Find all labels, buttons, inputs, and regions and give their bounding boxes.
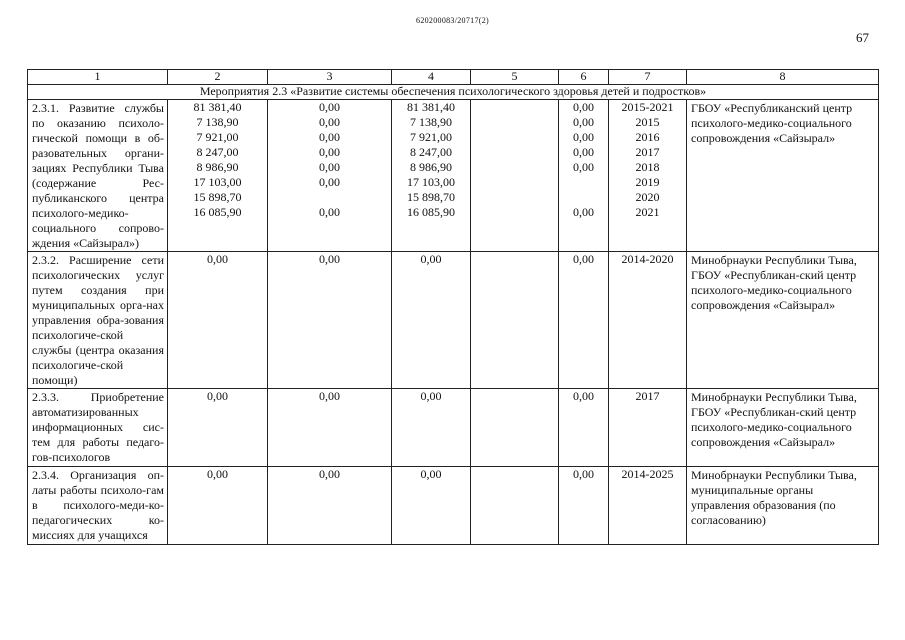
document-code: 620200083/20717(2) [416, 16, 489, 25]
funding-col3-value: 0,00 [319, 160, 340, 174]
activity-name: 2.3.1. Развитие службы по оказанию психоло-гической помощи в об-разовательных органи-зациях Республики Тыва (содержание Рес-публиканского центра психолого-медико-социального сопрово-ждения «Сайзырал») [28, 100, 168, 252]
activity-name: 2.3.2. Расширение сети психологических услуг путем создания при муниципальных орга-нах управления обра-зования психологиче-ской службы (центра оказания психологиче-ской помощи) [28, 252, 168, 389]
funding-col4-value: 17 103,00 [407, 175, 455, 189]
responsible-executor: ГБОУ «Республиканский центр психолого-медико-социального сопровождения «Сайзырал» [687, 100, 879, 252]
period-value: 2014-2025 [609, 467, 687, 545]
funding-total-value: 81 381,40 [193, 100, 242, 114]
page-number: 67 [856, 30, 869, 45]
funding-col6-value: 0,00 [573, 205, 594, 219]
funding-col3-value: 0,00 [268, 252, 392, 389]
funding-col4-value: 0,00 [392, 252, 471, 389]
period-value: 2014-2020 [609, 252, 687, 389]
funding-col4-value: 16 085,90 [407, 205, 455, 219]
period-value: 2021 [635, 205, 660, 219]
funding-col5-cell [471, 100, 559, 252]
column-header: 6 [559, 70, 609, 85]
table-row [28, 100, 879, 252]
column-header: 8 [687, 70, 879, 85]
funding-col3-value: 0,00 [319, 205, 340, 219]
responsible-executor: Минобрнауки Республики Тыва, муниципальные органы управления образования (по согласованию) [687, 467, 879, 545]
funding-col6-value: 0,00 [559, 467, 609, 545]
column-header: 5 [471, 70, 559, 85]
funding-col3-cell [268, 100, 392, 252]
funding-col4-value: 15 898,70 [407, 190, 455, 204]
funding-col6-value: 0,00 [573, 145, 594, 159]
period-value: 2019 [635, 175, 660, 189]
funding-col4-cell [392, 100, 471, 252]
funding-col3-value [268, 190, 391, 205]
responsible-executor: Минобрнауки Республики Тыва, ГБОУ «Республикан-ский центр психолого-медико-социального сопровождения «Сайзырал» [687, 252, 879, 389]
funding-total-value: 8 247,00 [196, 145, 239, 159]
funding-col6-value: 0,00 [573, 115, 594, 129]
period-cell [609, 100, 687, 252]
funding-col4-value: 7 921,00 [410, 130, 452, 144]
funding-col4-value: 0,00 [392, 467, 471, 545]
funding-col6-cell [559, 100, 609, 252]
responsible-executor: Минобрнауки Республики Тыва, ГБОУ «Республикан-ский центр психолого-медико-социального сопровождения «Сайзырал» [687, 389, 879, 467]
funding-total-value: 0,00 [168, 252, 268, 389]
funding-total-value: 17 103,00 [193, 175, 242, 189]
column-header: 7 [609, 70, 687, 85]
table-row [28, 467, 879, 545]
funding-col6-value [559, 175, 608, 190]
funding-col4-value: 81 381,40 [407, 100, 455, 114]
funding-col5-cell [471, 467, 559, 545]
funding-col6-value: 0,00 [573, 160, 594, 174]
funding-total-value: 0,00 [168, 467, 268, 545]
funding-col3-value: 0,00 [319, 100, 340, 114]
funding-col4-value: 8 247,00 [410, 145, 452, 159]
funding-total-value: 0,00 [168, 389, 268, 467]
funding-total-value: 15 898,70 [193, 190, 242, 204]
column-header: 1 [28, 70, 168, 85]
funding-col3-value: 0,00 [268, 467, 392, 545]
period-value: 2020 [635, 190, 660, 204]
period-value: 2015-2021 [621, 100, 674, 114]
column-header: 3 [268, 70, 392, 85]
section-row [28, 85, 879, 100]
column-header: 4 [392, 70, 471, 85]
funding-col5-cell [471, 389, 559, 467]
funding-total-value: 7 138,90 [196, 115, 239, 129]
funding-col3-value: 0,00 [319, 145, 340, 159]
funding-col3-value: 0,00 [268, 389, 392, 467]
funding-col3-value: 0,00 [319, 130, 340, 144]
funding-total-value: 7 921,00 [196, 130, 239, 144]
funding-col4-value: 7 138,90 [410, 115, 452, 129]
funding-col5-cell [471, 252, 559, 389]
table-row [28, 389, 879, 467]
funding-col6-value [559, 190, 608, 205]
period-value: 2015 [635, 115, 660, 129]
section-title: Мероприятия 2.3 «Развитие системы обеспечения психологического здоровья детей и подростков» [28, 85, 879, 100]
activity-name: 2.3.4. Организация оп-латы работы психоло-гам в психолого-меди-ко-педагогических ко-миссиях для учащихся [28, 467, 168, 545]
funding-col6-value: 0,00 [559, 389, 609, 467]
funding-col6-value: 0,00 [559, 252, 609, 389]
activity-name: 2.3.3. Приобретение автоматизированных информационных сис-тем для работы педаго-гов-психологов [28, 389, 168, 467]
funding-total-value: 16 085,90 [193, 205, 242, 219]
funding-col4-value: 0,00 [392, 389, 471, 467]
funding-total-cell [168, 100, 268, 252]
period-value: 2017 [609, 389, 687, 467]
funding-col6-value: 0,00 [573, 100, 594, 114]
funding-col6-value: 0,00 [573, 130, 594, 144]
table-row [28, 252, 879, 389]
funding-col3-value: 0,00 [319, 115, 340, 129]
column-header: 2 [168, 70, 268, 85]
period-value: 2018 [635, 160, 660, 174]
program-table [27, 69, 879, 545]
funding-total-value: 8 986,90 [196, 160, 239, 174]
period-value: 2016 [635, 130, 660, 144]
funding-col4-value: 8 986,90 [410, 160, 452, 174]
column-numbers-row [28, 70, 879, 85]
funding-col3-value: 0,00 [319, 175, 340, 189]
period-value: 2017 [635, 145, 660, 159]
